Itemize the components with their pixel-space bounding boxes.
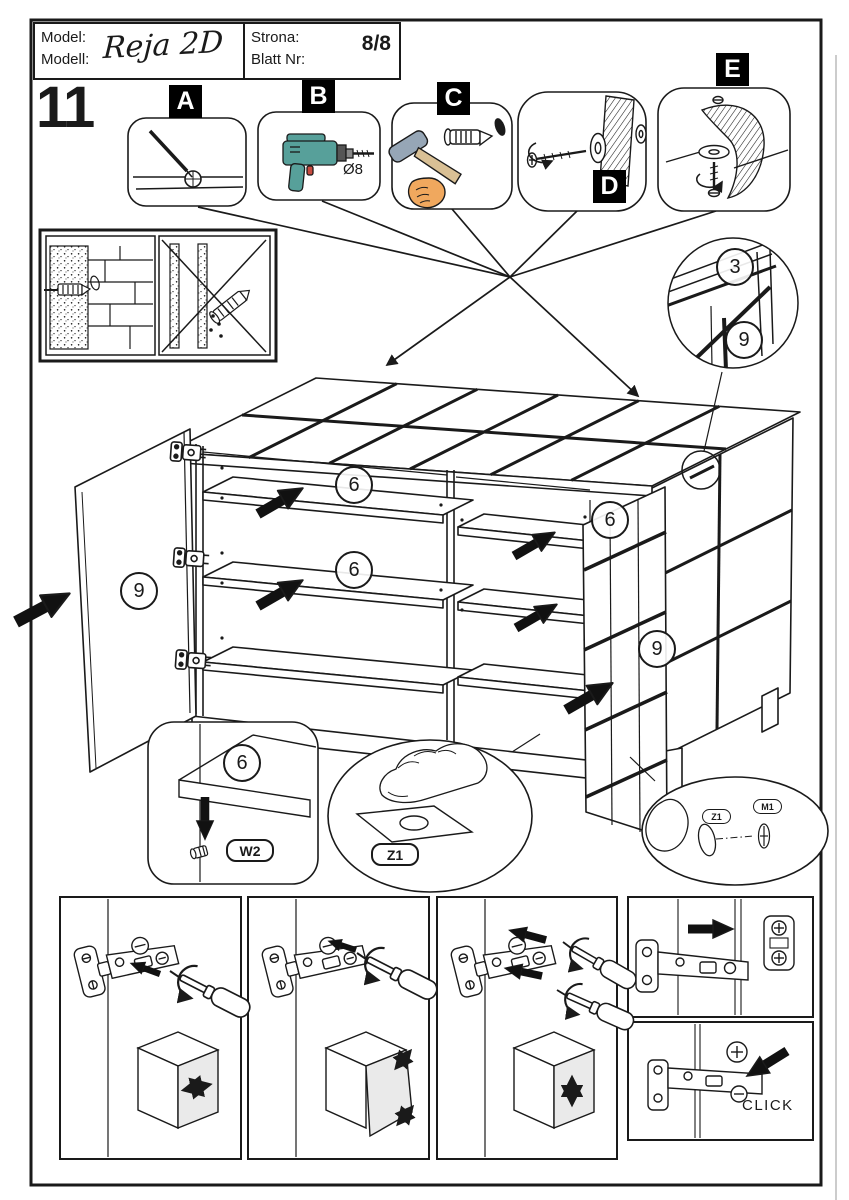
model-name: Reja 2D: [102, 24, 225, 67]
toolbox-d: [518, 92, 646, 211]
step-number: 11: [36, 75, 94, 140]
cube-height-adjust: [514, 1032, 594, 1128]
hardware-label-m1: M1: [753, 799, 782, 814]
hinge-panels: [60, 897, 813, 1159]
tool-badge-d: D: [593, 170, 626, 203]
part-label-6-shelf-2: 6: [335, 551, 373, 589]
page-number: 8/8: [361, 32, 391, 55]
tool-badge-b: B: [302, 80, 335, 113]
part-label-6-detail: 6: [223, 744, 261, 782]
model-cell: [35, 24, 243, 78]
hinge-panel-1: [60, 897, 241, 1159]
model-label-primary: Model:: [41, 29, 87, 46]
page-cell: [243, 24, 399, 78]
tool-badge-e: E: [716, 53, 749, 86]
part-label-6-shelf-3: 6: [591, 501, 629, 539]
part-label-9-right-door: 9: [638, 630, 676, 668]
toolbox-b: [258, 112, 380, 200]
toolbox-c: [387, 103, 512, 209]
toolbox-e: [658, 88, 790, 211]
tool-badge-a: A: [169, 85, 202, 118]
cube-side-adjust: [138, 1032, 218, 1128]
hardware-label-z1-small: Z1: [702, 809, 731, 824]
part-label-3: 3: [716, 248, 754, 286]
toolbox-a: [128, 118, 246, 206]
part-label-9-detail: 9: [725, 321, 763, 359]
page-label-primary: Strona:: [251, 29, 300, 46]
page-label-secondary: Blatt Nr:: [251, 50, 306, 68]
title-block: [33, 22, 401, 80]
hardware-label-w2: W2: [226, 839, 274, 862]
screw-icon: [759, 824, 770, 848]
click-label: CLICK: [742, 1097, 794, 1114]
wall-type-inset: [40, 230, 276, 361]
part-label-6-shelf-1: 6: [335, 466, 373, 504]
mounting-plate-icon: [764, 916, 794, 970]
drill-diameter-label: Ø8: [343, 161, 364, 178]
hinge-icon: [173, 548, 209, 569]
tool-badge-c: C: [437, 82, 470, 115]
hardware-label-z1: Z1: [371, 843, 419, 866]
model-label-secondary: Modell:: [41, 50, 90, 68]
part-label-9-left-door: 9: [120, 572, 158, 610]
